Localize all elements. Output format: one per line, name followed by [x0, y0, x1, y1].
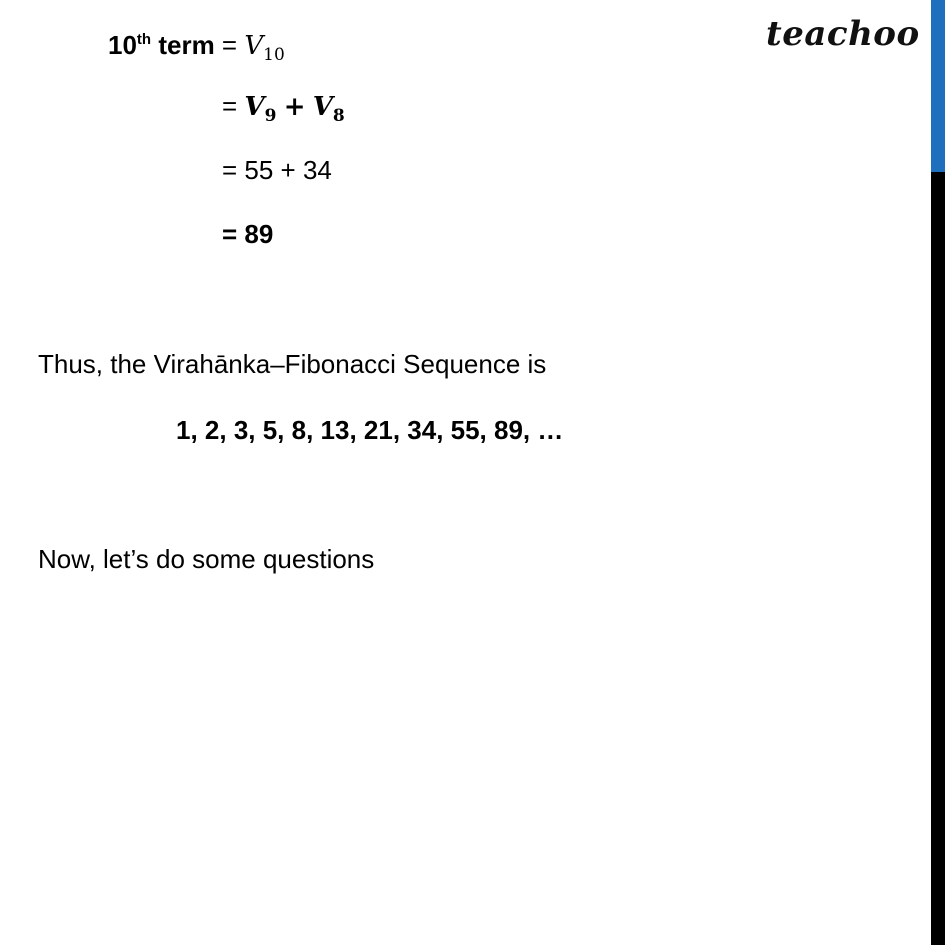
math-term-a [244, 92, 277, 126]
sequence-text: 1, 2, 3, 5, 8, 13, 21, 34, 55, 89, … [176, 415, 564, 445]
teachoo-logo: teachoo [766, 14, 920, 54]
variable-letter: V [244, 92, 265, 122]
variable-subscript: 8 [332, 106, 345, 126]
variable-letter: V [244, 31, 264, 61]
right-sidebar [931, 0, 945, 945]
variable-letter: V [312, 92, 333, 122]
variable-subscript: 10 [263, 45, 285, 65]
tenth-term-line [108, 24, 285, 71]
term-word: term [158, 30, 215, 60]
plus-sign: + [283, 92, 306, 122]
conclusion-text: Thus, the Virahānka–Fibonacci Sequence is [38, 349, 547, 379]
equals-sign: = [221, 30, 238, 60]
next-step-text: Now, let’s do some questions [38, 544, 375, 574]
math-variable [244, 31, 285, 65]
math-term-b [312, 92, 345, 126]
variable-subscript: 9 [264, 106, 277, 126]
result-line: = 89 [222, 219, 274, 249]
recurrence-line [222, 90, 345, 132]
term-number: 10 [108, 30, 137, 60]
sidebar-accent [931, 0, 945, 172]
term-suffix: th [136, 31, 152, 48]
equals-sign: = [222, 91, 238, 121]
sum-line: = 55 + 34 [222, 155, 332, 185]
